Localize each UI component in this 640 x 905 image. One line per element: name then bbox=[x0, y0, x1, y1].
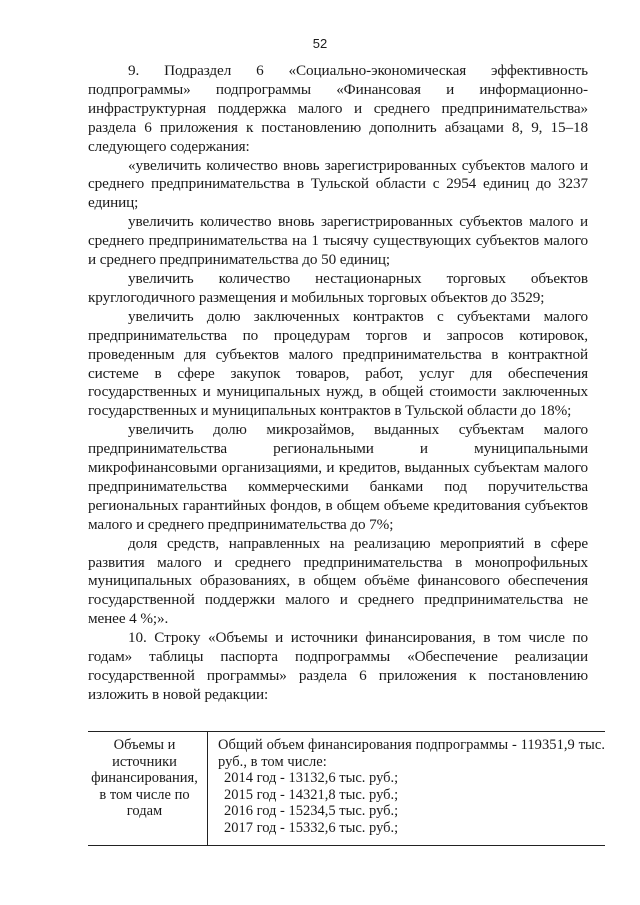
paragraph-indicator-contracts-share: увеличить долю заключенных контрактов с субъектами малого предпринимательства по процедурам торгов и запросов котировок, проведенным для субъектов малого предпринимательства в контрактной системе в сфере закупок товаров, работ, услуг для обеспечения государственных и муниципальных нужд, в общей стоимости заключенных государственных и муниципальных контрактов в Тульской области до 18%; bbox=[88, 307, 588, 420]
total-financing-text: Общий объем финансирования подпрограммы - 119351,9 тыс. руб., в том числе: bbox=[218, 737, 605, 770]
table-value-cell bbox=[208, 732, 606, 845]
financing-table bbox=[88, 731, 605, 846]
table-row bbox=[88, 732, 605, 845]
paragraph-indicator-trade-objects: увеличить количество нестационарных торговых объектов круглогодичного размещения и мобильных торговых объектов до 3529; bbox=[88, 269, 588, 306]
year-line: 2017 год - 15332,6 тыс. руб.; bbox=[224, 819, 399, 836]
document-body bbox=[88, 62, 588, 705]
paragraph-indicator-registered-subjects: «увеличить количество вновь зарегистрированных субъектов малого и среднего предпринимательства в Тульской области с 2954 единиц до 3237 единиц; bbox=[88, 156, 588, 212]
year-line: 2014 год - 13132,6 тыс. руб.; bbox=[224, 770, 399, 787]
year-line: 2016 год - 15234,5 тыс. руб.; bbox=[224, 803, 399, 820]
paragraph-indicator-microloans-share: увеличить долю микрозаймов, выданных субъектам малого предпринимательства региональными и муниципальными микрофинансовыми организациями, и кредитов, выданных субъектам малого предпринимательства коммерческими банками под поручительства региональных гарантийных фондов, в общем объеме кредитования субъектов малого и среднего предпринимательства до 7%; bbox=[88, 421, 588, 533]
table-label-cell: Объемы и источники финансирования, в том числе по годам bbox=[88, 732, 208, 845]
page-number: 52 bbox=[312, 36, 328, 51]
paragraph-indicator-per-thousand: увеличить количество вновь зарегистрированных субъектов малого и среднего предпринимательства на 1 тысячу существующих субъектов малого и среднего предпринимательства до 50 единиц; bbox=[88, 213, 588, 269]
paragraph-item-9: 9. Подраздел 6 «Социально-экономическая эффективность подпрограммы» подпрограммы «Финансовая и информационно-инфраструктурная поддержка малого и среднего предпринимательства» раздела 6 приложения к постановлению дополнить абзацами 8, 9, 15–18 следующего содержания: bbox=[88, 62, 588, 155]
year-line: 2015 год - 14321,8 тыс. руб.; bbox=[224, 786, 399, 803]
paragraph-indicator-monotown-funds: доля средств, направленных на реализацию мероприятий в сфере развития малого и среднего предпринимательства в монопрофильных муниципальных образованиях, в общем объёме финансового обеспечения государственной поддержки малого и среднего предпринимательства не менее 4 %;». bbox=[88, 534, 588, 628]
paragraph-item-10: 10. Строку «Объемы и источники финансирования, в том числе по годам» таблицы паспорта подпрограммы «Обеспечение реализации государственной программы» раздела 6 приложения к постановлению изложить в новой редакции: bbox=[88, 629, 588, 703]
